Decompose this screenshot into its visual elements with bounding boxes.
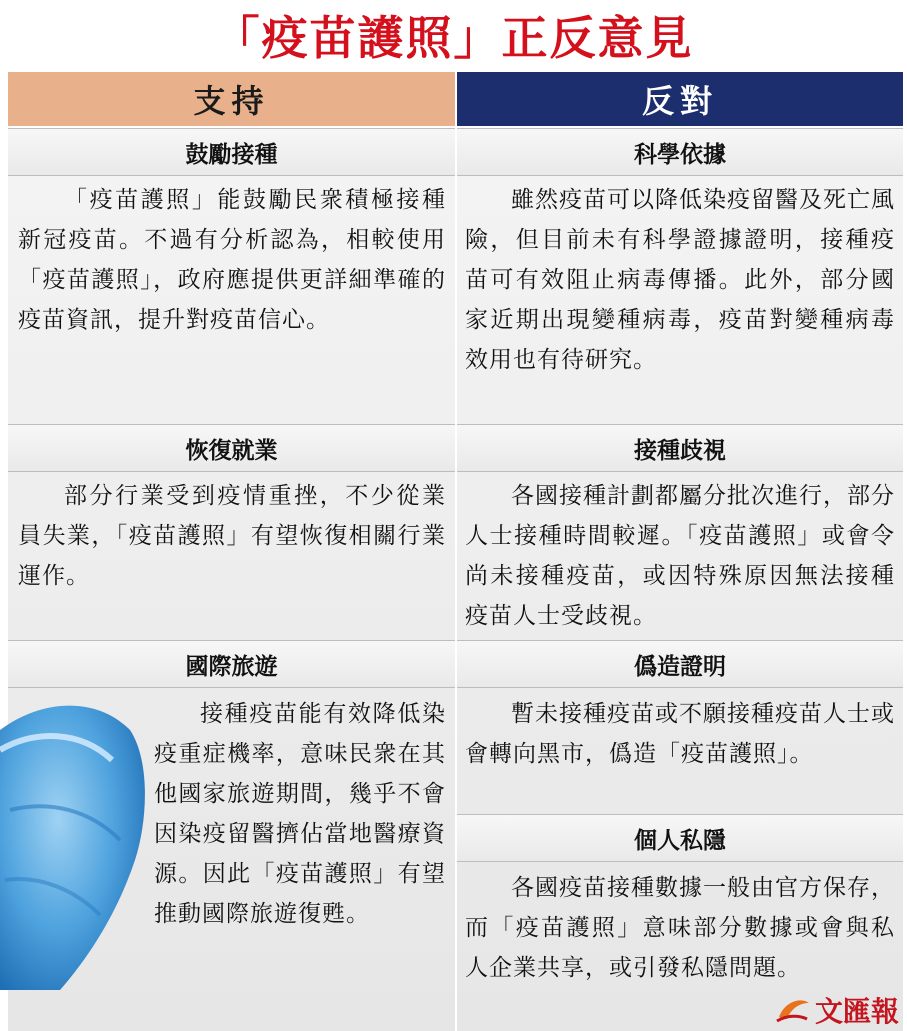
support-text-3: 接種疫苗能有效降低染疫重症機率，意味民衆在其他國家旅遊期間，幾乎不會因染疫留醫擠佔當地醫療資源。因此「疫苗護照」有望推動國際旅遊復甦。 xyxy=(154,701,446,927)
oppose-column xyxy=(457,128,903,1031)
oppose-text-2: 各國接種計劃都屬分批次進行，部分人士接種時間較遲。「疫苗護照」或會令尚未接種疫苗，或因特殊原因無法接種疫苗人士受歧視。 xyxy=(465,483,895,629)
support-heading-1: 鼓勵接種 xyxy=(8,128,455,176)
logo-mark-icon xyxy=(775,995,811,1025)
face-mask-illustration xyxy=(0,690,150,990)
oppose-heading-2: 接種歧視 xyxy=(457,424,903,472)
support-heading-3: 國際旅遊 xyxy=(8,640,455,688)
logo-text: 文匯報 xyxy=(814,995,899,1028)
oppose-text-3: 暫未接種疫苗或不願接種疫苗人士或會轉向黑市，僞造「疫苗護照」。 xyxy=(465,701,895,767)
page-title: 「疫苗護照」正反意見 xyxy=(213,11,694,65)
wenweipo-logo xyxy=(775,993,899,1027)
oppose-heading-4: 個人私隱 xyxy=(457,814,903,862)
oppose-heading-3: 僞造證明 xyxy=(457,640,903,688)
support-text-1: 「疫苗護照」能鼓勵民衆積極接種新冠疫苗。不過有分析認為，相較使用「疫苗護照」，政府應提供更詳細準確的疫苗資訊，提升對疫苗信心。 xyxy=(18,187,446,333)
oppose-heading-1: 科學依據 xyxy=(457,128,903,176)
oppose-column-header: 反對 xyxy=(457,72,903,126)
oppose-text-1: 雖然疫苗可以降低染疫留醫及死亡風險，但目前未有科學證據證明，接種疫苗可有效阻止病毒傳播。此外，部分國家近期出現變種病毒，疫苗對變種病毒效用也有待研究。 xyxy=(465,187,895,373)
oppose-text-4: 各國疫苗接種數據一般由官方保存，而「疫苗護照」意味部分數據或會與私人企業共享，或引發私隱問題。 xyxy=(465,875,895,981)
support-text-2: 部分行業受到疫情重挫，不少從業員失業，「疫苗護照」有望恢復相關行業運作。 xyxy=(18,483,446,589)
support-heading-2: 恢復就業 xyxy=(8,424,455,472)
support-column-header: 支持 xyxy=(8,72,455,126)
